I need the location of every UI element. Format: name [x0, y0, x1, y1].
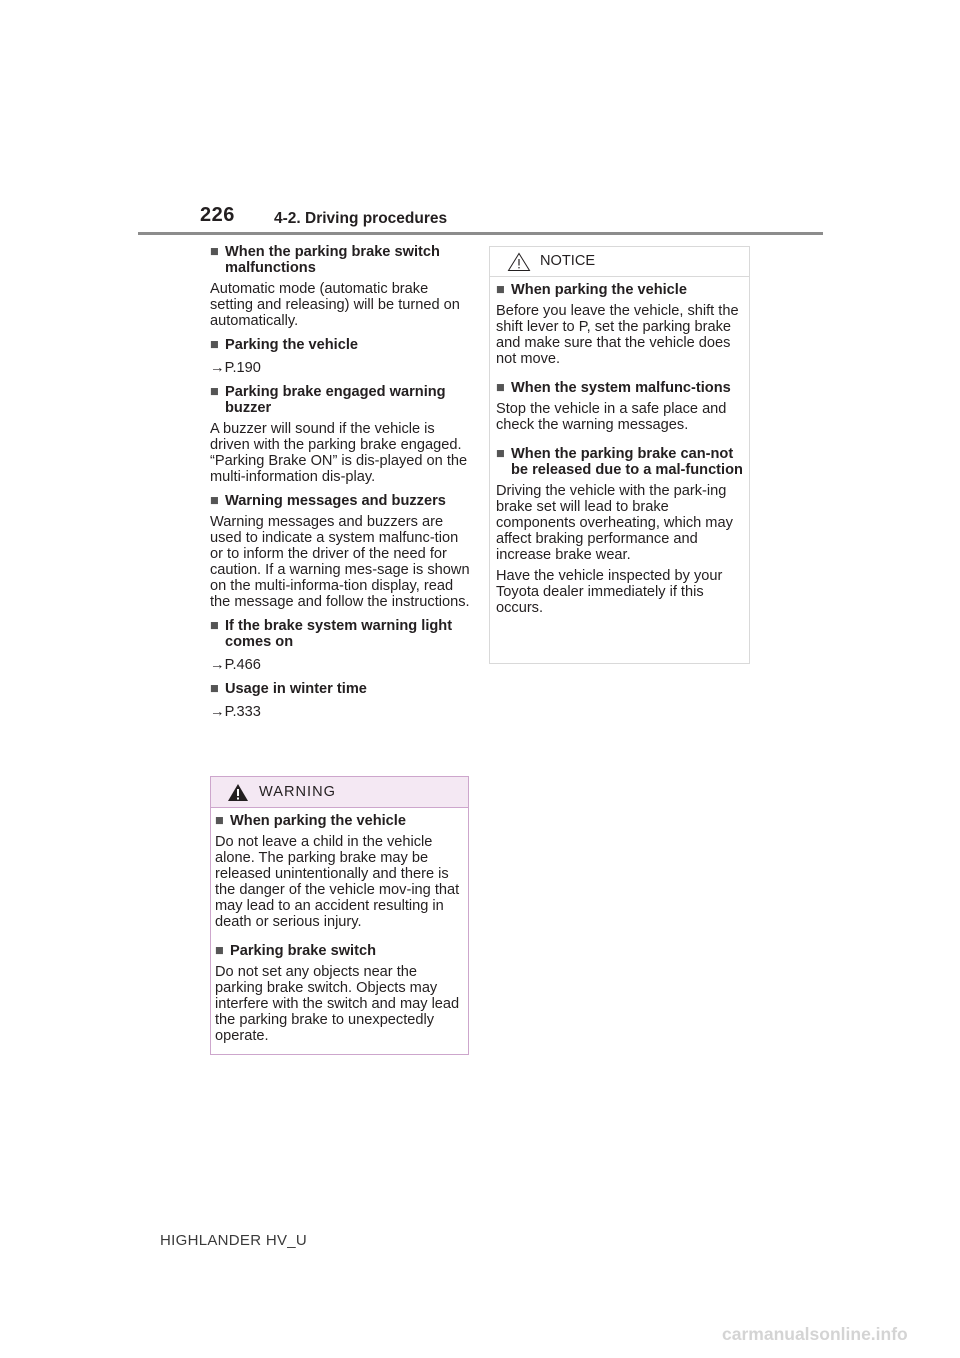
item-heading: ■ When the parking brake switch malfunctions [210, 244, 440, 276]
notice-item-body: Have the vehicle inspected by your Toyota dealer immediately if this occurs. [496, 568, 723, 616]
item-heading: ■ Usage in winter time [210, 681, 367, 697]
notice-header [490, 247, 749, 277]
warning-item-body: Do not set any objects near the parking brake switch. Objects may interfere with the switch and may lead the parking brake to unexpectedly operate. [215, 964, 460, 1044]
caution-triangle-icon [507, 252, 531, 272]
notice-item-heading: ■ When parking the vehicle [496, 282, 687, 298]
page-header [200, 204, 760, 234]
notice-label: NOTICE [540, 253, 596, 269]
page-reference-link[interactable]: →P.333 [210, 704, 261, 720]
item-body: Warning messages and buzzers are used to indicate a system malfunc-tion or to inform the driver of the need for caution. If a warning mes-sage is shown on the multi-informa-tion display, read the message and follow the instructions. [210, 514, 470, 610]
warning-item-heading: ■ Parking brake switch [215, 943, 376, 959]
warning-box [210, 776, 469, 1055]
notice-item-body: Driving the vehicle with the park-ing brake set will lead to brake components overheating, which may affect braking performance and increase brake wear. [496, 483, 733, 563]
page-reference-link[interactable]: →P.190 [210, 360, 261, 376]
notice-item-heading: ■ When the system malfunc-tions [496, 380, 731, 396]
item-heading: ■ If the brake system warning light comes on [210, 618, 453, 650]
item-heading: ■ Parking the vehicle [210, 337, 359, 353]
warning-label: WARNING [259, 784, 336, 800]
item-body: A buzzer will sound if the vehicle is driven with the parking brake engaged. “Parking Brake ON” is dis-played on the multi-information dis-play. [210, 421, 468, 485]
item-body: Automatic mode (automatic brake setting and releasing) will be turned on automatically. [210, 281, 460, 329]
left-column [210, 244, 472, 720]
warning-item-body: Do not leave a child in the vehicle alone. The parking brake may be released unintentionally and there is the danger of the vehicle mov-ing that may lead to an accident resulting in death or serious injury. [215, 834, 460, 930]
section-title: 4-2. Driving procedures [274, 210, 448, 227]
item-heading: ■ Parking brake engaged warning buzzer [210, 384, 446, 416]
notice-box [489, 246, 750, 664]
notice-item-body: Stop the vehicle in a safe place and check the warning messages. [496, 401, 727, 433]
notice-item-heading: ■ When the parking brake can-not be released due to a mal-function [496, 446, 743, 478]
notice-item-body: Before you leave the vehicle, shift the shift lever to P, set the parking brake and make sure that the vehicle does not move. [496, 303, 739, 367]
item-heading: ■ Warning messages and buzzers [210, 493, 446, 509]
site-watermark: carmanualsonline.info [722, 1324, 908, 1344]
page-number: 226 [200, 204, 235, 226]
warning-triangle-icon [227, 783, 249, 802]
page-reference-link[interactable]: →P.466 [210, 657, 261, 673]
model-footer: HIGHLANDER HV_U [160, 1232, 308, 1249]
header-rule [138, 232, 823, 235]
warning-header [211, 777, 468, 808]
warning-item-heading: ■ When parking the vehicle [215, 813, 406, 829]
